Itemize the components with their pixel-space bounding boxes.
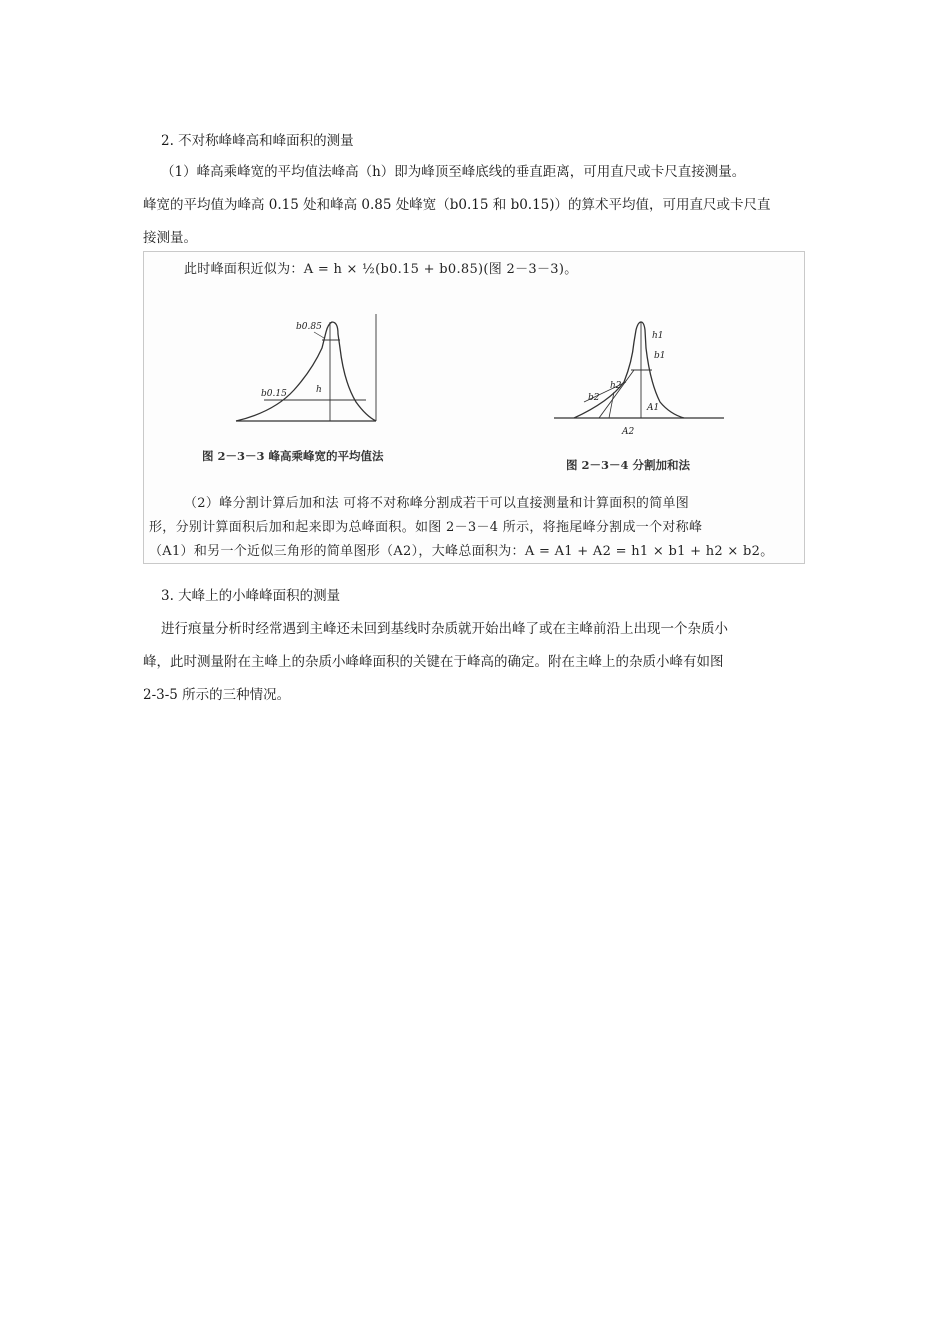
scanned-figure bbox=[143, 251, 805, 564]
right-a2-side bbox=[599, 370, 634, 418]
figure-paragraph-line: （A1）和另一个近似三角形的简单图形（A2），大峰总面积为：A = A1 + A2 = h1 × b1 + h2 × b2。 bbox=[149, 544, 774, 559]
label-b2: b2 bbox=[588, 393, 600, 403]
paragraph-line: 峰宽的平均值为峰高 0.15 处和峰高 0.85 处峰宽（b0.15 和 b0.15)）的算术平均值，可用直尺或卡尺直 bbox=[143, 197, 771, 213]
paragraph-line: 接测量。 bbox=[143, 230, 197, 246]
paragraph-line: （1）峰高乘峰宽的平均值法峰高（h）即为峰顶至峰底线的垂直距离，可用直尺或卡尺直接测量。 bbox=[161, 164, 746, 180]
label-A2: A2 bbox=[622, 427, 635, 437]
left-figure-caption: 图 2－3－3 峰高乘峰宽的平均值法 bbox=[202, 449, 384, 463]
label-b015: b0.15 bbox=[261, 389, 287, 399]
label-h1: h1 bbox=[652, 331, 664, 341]
left-peak-curve bbox=[236, 322, 376, 421]
section-heading-3: 3. 大峰上的小峰峰面积的测量 bbox=[161, 588, 341, 604]
label-A1: A1 bbox=[647, 403, 660, 413]
left-label-leader bbox=[314, 332, 324, 338]
label-b085: b0.85 bbox=[296, 322, 322, 332]
figure-paragraph-line: 形，分别计算面积后加和起来即为总峰面积。如图 2－3－4 所示，将拖尾峰分割成一个对称峰 bbox=[149, 520, 703, 535]
figure-formula: 此时峰面积近似为：A = h × ½(b0.15 + b0.85)(图 2－3－3)。 bbox=[184, 262, 578, 277]
label-h2: h2 bbox=[610, 381, 622, 391]
right-peak-curve bbox=[574, 322, 684, 418]
paragraph-line: 峰，此时测量附在主峰上的杂质小峰峰面积的关键在于峰高的确定。附在主峰上的杂质小峰有如图 bbox=[143, 654, 724, 670]
right-figure-caption: 图 2－3－4 分割加和法 bbox=[566, 458, 691, 472]
right-peak-diagram bbox=[554, 322, 724, 418]
figure-paragraph-line: （2）峰分割计算后加和法 可将不对称峰分割成若干可以直接测量和计算面积的简单图 bbox=[184, 496, 690, 511]
paragraph-line: 2-3-5 所示的三种情况。 bbox=[143, 687, 291, 703]
label-b1: b1 bbox=[654, 351, 666, 361]
paragraph-line: 进行痕量分析时经常遇到主峰还未回到基线时杂质就开始出峰了或在主峰前沿上出现一个杂质小 bbox=[161, 621, 728, 637]
label-h: h bbox=[316, 385, 322, 395]
section-heading-2: 2. 不对称峰峰高和峰面积的测量 bbox=[161, 133, 354, 149]
